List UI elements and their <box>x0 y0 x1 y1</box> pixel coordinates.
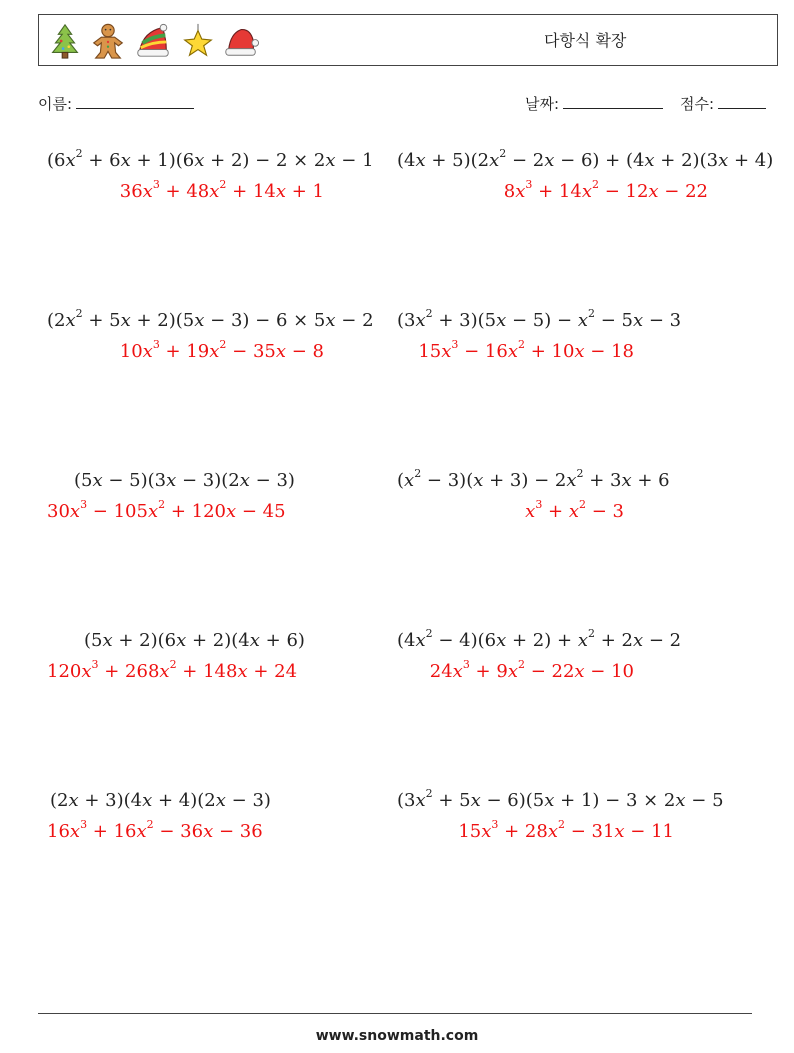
date-label: 날짜: <box>525 95 560 113</box>
gingerbread-man-icon <box>89 22 127 60</box>
problem-6: $(x^2 - 3)(x + 3) - 2x^2 + 3x + 6$ <box>397 467 670 491</box>
name-blank[interactable] <box>76 94 194 109</box>
problem-9: (2x + 3)(4x + 4)(2x − 3) <box>50 790 271 811</box>
answer-10: $15x^3 + 28x^2 - 31x - 11$ <box>458 818 674 842</box>
star-ornament-icon <box>179 22 217 60</box>
problem-7: (5x + 2)(6x + 2)(4x + 6) <box>84 630 305 651</box>
answer-1: $36x^3 + 48x^2 + 14x + 1$ <box>119 178 324 202</box>
footer-divider <box>38 1013 752 1014</box>
problem-3: $(2x^2 + 5x + 2)(5x - 3) - 6 \times 5x - 2$ <box>47 307 374 331</box>
worksheet-header <box>38 14 778 66</box>
footer-url: www.snowmath.com <box>315 1028 479 1044</box>
answer-6: $x^3 + x^2 - 3$ <box>525 498 624 522</box>
date-blank[interactable] <box>563 94 663 109</box>
date-field <box>525 93 663 114</box>
answer-8: $24x^3 + 9x^2 - 22x - 10$ <box>429 658 634 682</box>
answer-9: $16x^3 + 16x^2 - 36x - 36$ <box>47 818 263 842</box>
problem-1: $(6x^2 + 6x + 1)(6x + 2) - 2 \times 2x - 1$ <box>47 147 374 171</box>
problem-10: $(3x^2 + 5x - 6)(5x + 1) - 3 \times 2x - 5$ <box>397 787 724 811</box>
problem-5: (5x − 5)(3x − 3)(2x − 3) <box>74 470 295 491</box>
score-label: 점수: <box>680 95 715 113</box>
problem-8: $(4x^2 - 4)(6x + 2) + x^2 + 2x - 2$ <box>397 627 682 651</box>
answer-3: $10x^3 + 19x^2 - 35x - 8$ <box>119 338 324 362</box>
answer-7: $120x^3 + 268x^2 + 148x + 24$ <box>47 658 298 682</box>
christmas-tree-icon <box>46 22 84 60</box>
answer-2: $8x^3 + 14x^2 - 12x - 22$ <box>503 178 708 202</box>
answer-4: $15x^3 - 16x^2 + 10x - 18$ <box>418 338 634 362</box>
answer-5: $30x^3 - 105x^2 + 120x - 45$ <box>47 498 286 522</box>
problem-2: $(4x + 5)(2x^2 - 2x - 6) + (4x + 2)(3x + 4)$ <box>397 147 774 171</box>
score-blank[interactable] <box>718 94 766 109</box>
worksheet-title: 다항식 확장 <box>544 31 627 50</box>
score-field <box>680 93 766 114</box>
santa-hat-icon <box>222 22 260 60</box>
problem-4: $(3x^2 + 3)(5x - 5) - x^2 - 5x - 3$ <box>397 307 682 331</box>
name-field <box>38 93 194 114</box>
name-label: 이름: <box>38 95 73 113</box>
striped-elf-hat-icon <box>134 22 172 60</box>
